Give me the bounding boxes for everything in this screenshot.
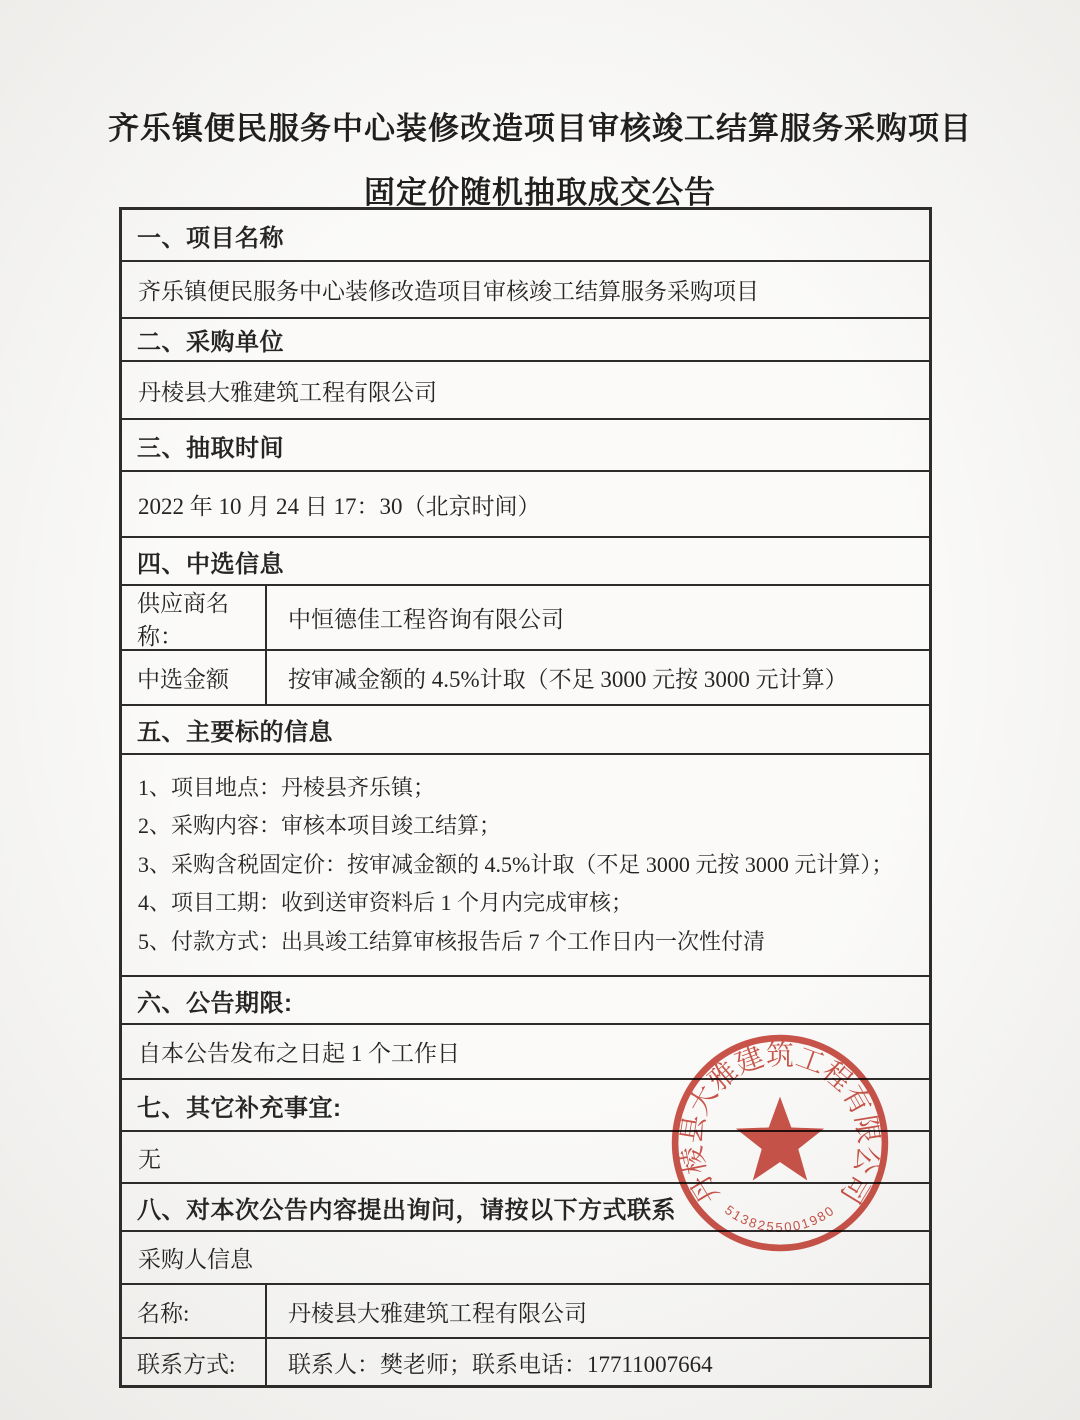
list-item: 5、付款方式：出具竣工结算审核报告后 7 个工作日内一次性付清	[138, 928, 766, 954]
purchaser-contact-label: 联系方式:	[122, 1339, 267, 1385]
purchaser-name-row	[122, 1283, 929, 1337]
section5-detail-list	[122, 753, 929, 975]
award-amount-row	[122, 649, 929, 704]
list-item: 1、项目地点：丹棱县齐乐镇；	[138, 775, 436, 800]
section6-heading: 六、公告期限:	[122, 975, 929, 1023]
purchaser-info-subheading: 采购人信息	[122, 1230, 929, 1283]
supplier-name-label: 供应商名称：	[122, 586, 267, 649]
section7-heading: 七、其它补充事宜:	[122, 1078, 929, 1130]
official-seal-stamp	[666, 1029, 894, 1257]
list-item: 3、采购含税固定价：按审减金额的 4.5%计取（不足 3000 元按 3000 元计算）；	[138, 851, 894, 877]
supplier-name-row	[122, 584, 929, 649]
section2-value: 丹棱县大雅建筑工程有限公司	[122, 360, 929, 418]
award-amount-label: 中选金额	[122, 651, 267, 704]
section5-heading: 五、主要标的信息	[122, 704, 929, 753]
seal-company-text: 丹棱县大雅建筑工程有限公司	[676, 1040, 884, 1209]
purchaser-name-value: 丹棱县大雅建筑工程有限公司	[288, 1300, 587, 1326]
section7-value: 无	[122, 1130, 929, 1182]
seal-star-icon	[736, 1097, 824, 1181]
document-title-line2: 固定价随机抽取成交公告	[364, 175, 716, 210]
purchaser-contact-value: 联系人：樊老师；联系电话：17711007664	[288, 1351, 713, 1377]
seal-number-text: 5138255001980	[722, 1202, 838, 1235]
section8-heading: 八、对本次公告内容提出询问，请按以下方式联系	[122, 1182, 929, 1230]
list-item: 2、采购内容：审核本项目竣工结算；	[138, 813, 502, 839]
list-item: 4、项目工期：收到送审资料后 1 个月内完成审核；	[138, 890, 634, 916]
section1-value: 齐乐镇便民服务中心装修改造项目审核竣工结算服务采购项目	[122, 260, 929, 317]
section3-heading: 三、抽取时间	[122, 418, 929, 470]
section3-value: 2022 年 10 月 24 日 17：30（北京时间）	[122, 470, 929, 536]
section2-heading: 二、采购单位	[122, 317, 929, 360]
supplier-name-value: 中恒德佳工程咨询有限公司	[288, 607, 564, 632]
document-title-line1: 齐乐镇便民服务中心装修改造项目审核竣工结算服务采购项目	[108, 111, 972, 146]
section6-value: 自本公告发布之日起 1 个工作日	[122, 1023, 929, 1078]
purchaser-contact-row	[122, 1337, 929, 1385]
purchaser-name-label: 名称:	[122, 1285, 267, 1337]
award-amount-value: 按审减金额的 4.5%计取（不足 3000 元按 3000 元计算）	[288, 667, 848, 692]
section4-heading: 四、中选信息	[122, 536, 929, 584]
section1-heading: 一、项目名称	[137, 224, 284, 252]
